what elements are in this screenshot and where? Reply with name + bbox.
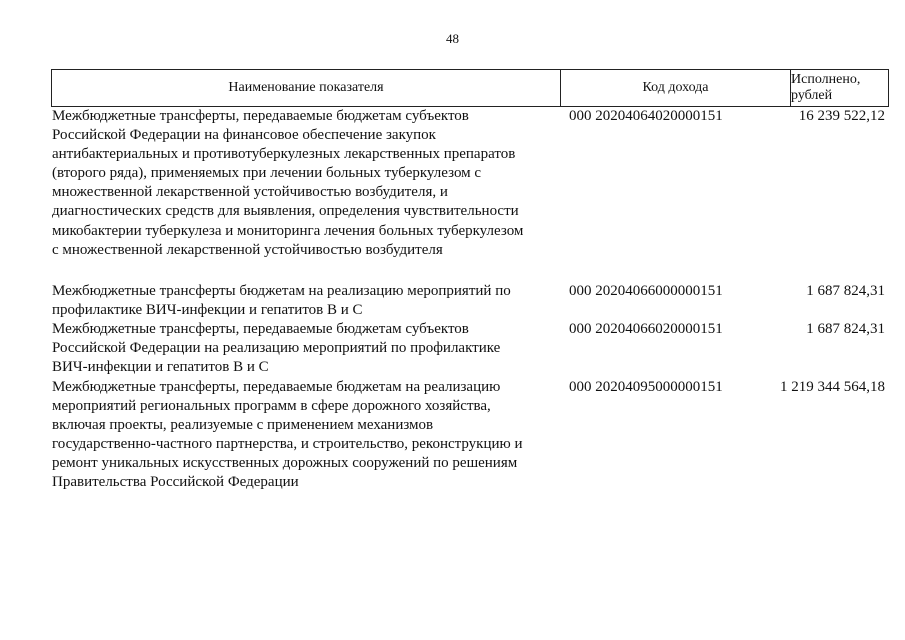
row-code: 000 20204064020000151 [569, 108, 723, 124]
row-name-line: Межбюджетные трансферты бюджетам на реализацию мероприятий по [52, 283, 511, 299]
row-amount: 1 219 344 564,18 [780, 379, 885, 395]
row-name [52, 378, 552, 493]
row-code: 000 20204095000000151 [569, 379, 723, 395]
header-code: Код дохода [561, 70, 791, 106]
row-name-line: Российской Федерации на реализацию мероприятий по профилактике [52, 340, 501, 357]
row-name-line: профилактике ВИЧ-инфекции и гепатитов В и С [52, 302, 363, 319]
row-name-line: включая проекты, реализуемые с применением механизмов [52, 417, 434, 434]
row-name-line: Межбюджетные трансферты, передаваемые бюджетам на реализацию [52, 379, 501, 395]
row-name-line: множественной лекарственной устойчивостью возбудителя, и [52, 184, 448, 201]
row-name-line: антибактериальных и противотуберкулезных лекарственных препаратов [52, 146, 516, 163]
row-name-line: Межбюджетные трансферты, передаваемые бюджетам субъектов [52, 108, 469, 124]
row-amount: 1 687 824,31 [806, 321, 885, 337]
row-name [52, 107, 552, 260]
row-name-line: с множественной лекарственной устойчивостью возбудителя [52, 241, 443, 258]
row-name-line: Межбюджетные трансферты, передаваемые бюджетам субъектов [52, 321, 469, 337]
header-name: Наименование показателя [52, 70, 561, 106]
row-name-line: мероприятий региональных программ в сфере дорожного хозяйства, [52, 398, 491, 415]
row-name-line: (второго ряда), применяемых при лечении больных туберкулезом с [52, 165, 482, 182]
row-name [52, 320, 552, 377]
row-amount: 1 687 824,31 [806, 283, 885, 299]
row-name-line: государственно-частного партнерства, и строительство, реконструкцию и [52, 436, 523, 453]
table-header-row [51, 69, 889, 107]
row-name-line: микобактерии туберкулеза и мониторинга лечения больных туберкулезом [52, 222, 524, 239]
row-code: 000 20204066020000151 [569, 321, 723, 337]
header-amount: Исполнено, рублей [791, 72, 861, 103]
row-name-line: диагностических средств для выявления, определения чувствительности [52, 203, 519, 220]
row-name-line: Российской Федерации на финансовое обеспечение закупок [52, 127, 436, 144]
row-amount: 16 239 522,12 [798, 108, 885, 124]
row-name-line: ремонт уникальных искусственных дорожных сооружений по решениям [52, 455, 518, 472]
page-number: 48 [446, 31, 459, 46]
report-table [51, 69, 889, 491]
row-code: 000 20204066000000151 [569, 283, 723, 299]
row-name-line: Правительства Российской Федерации [52, 474, 299, 491]
row-name-line: ВИЧ-инфекции и гепатитов В и С [52, 359, 269, 376]
row-name [52, 282, 552, 320]
